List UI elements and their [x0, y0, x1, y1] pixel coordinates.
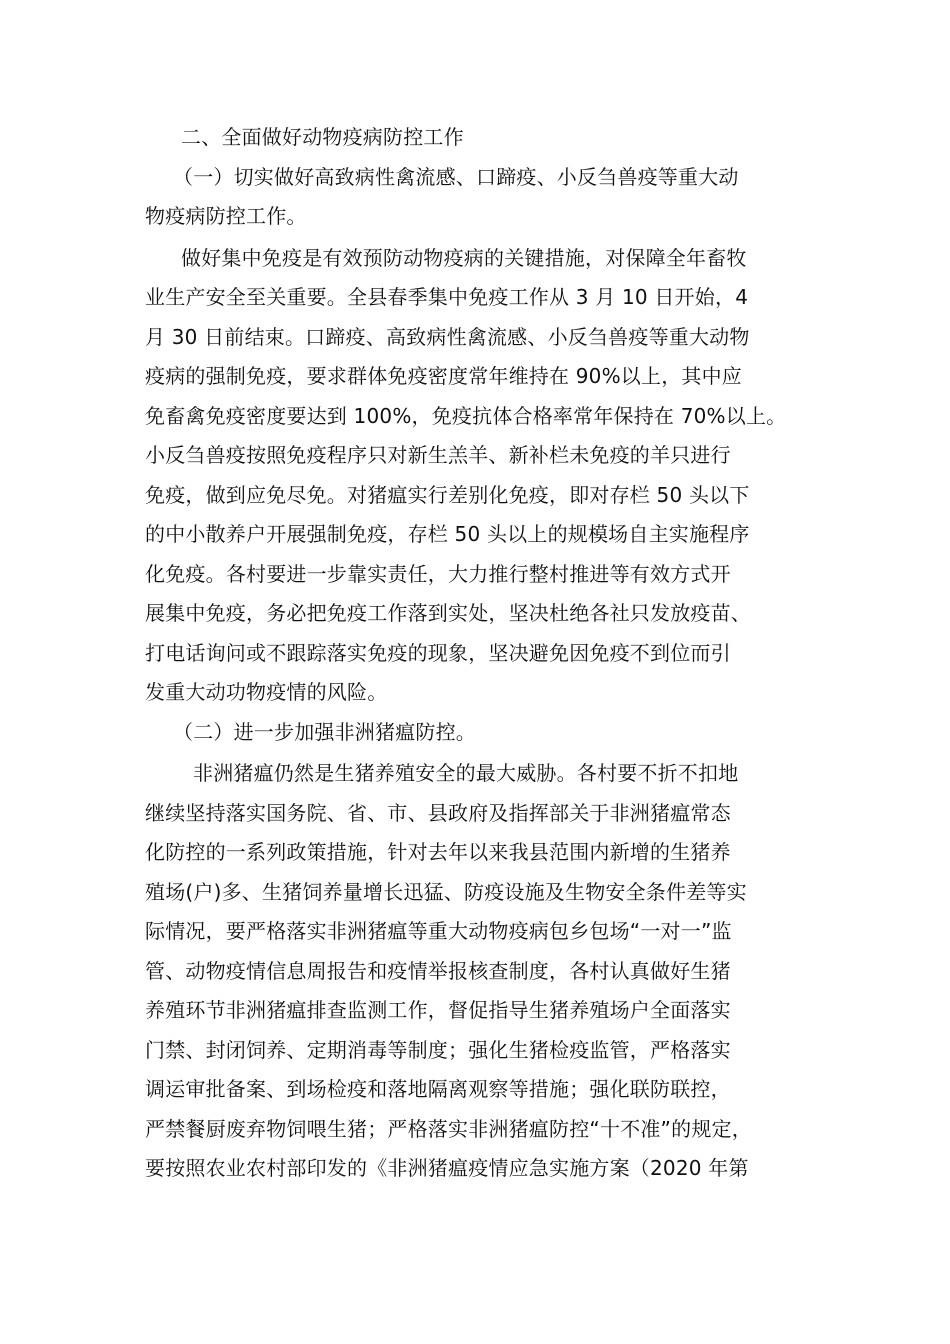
paragraph-line: 际情况，要严格落实非洲猪瘟等重大动物疫病包乡包场“一对一”监	[145, 919, 732, 943]
paragraph-line: 严禁餐厨废弃物饲喂生猪；严格落实非洲猪瘟防控“十不准”的规定，	[145, 1116, 752, 1141]
paragraph-line: 免畜禽免疫密度要达到 100%，免疫抗体合格率常年保持在 70%以上。	[145, 403, 787, 428]
paragraph-line: 非洲猪瘟仍然是生猪养殖安全的最大威胁。各村要不折不扣地	[193, 761, 739, 785]
subsection2-heading: （二）进一步加强非洲猪瘟防控。	[173, 719, 476, 744]
subsection1-heading-line-2: 物疫病防控工作。	[145, 204, 307, 228]
subsection2-paragraph	[145, 754, 815, 1189]
paragraph-line: 小反刍兽疫按照免疫程序只对新生羔羊、新补栏未免疫的羊只进行	[145, 443, 731, 467]
paragraph-line: 化免疫。各村要进一步靠实责任，大力推行整村推进等有效方式开	[145, 561, 731, 586]
paragraph-line: 调运审批备案、到场检疫和落地隔离观察等措施；强化联防联控，	[145, 1077, 731, 1101]
section-heading: 二、全面做好动物疫病防控工作	[181, 125, 464, 149]
paragraph-line: 殖场(户)多、生猪饲养量增长迅猛、防疫设施及生物安全条件差等实	[145, 879, 747, 904]
paragraph-line: 管、动物疫情信息周报告和疫情举报核查制度，各村认真做好生猪	[145, 958, 731, 983]
document-body	[145, 118, 815, 1189]
paragraph-line: 门禁、封闭饲养、定期消毒等制度；强化生猪检疫监管，严格落实	[145, 1037, 731, 1062]
paragraph-line: 免疫，做到应免尽免。对猪瘟实行差别化免疫，即对存栏 50 头以下	[145, 482, 750, 507]
paragraph-line: 打电话询问或不跟踪落实免疫的现象，坚决避免因免疫不到位而引	[145, 640, 731, 665]
paragraph-line: 继续坚持落实国务院、省、市、县政府及指挥部关于非洲猪瘟常态	[145, 800, 731, 825]
paragraph-line: 养殖环节非洲猪瘟排查监测工作，督促指导生猪养殖场户全面落实	[145, 998, 731, 1022]
subsection1-paragraph	[145, 239, 815, 713]
paragraph-line: 化防控的一系列政策措施，针对去年以来我县范围内新增的生猪养	[145, 840, 731, 864]
paragraph-line: 疫病的强制免疫，要求群体免疫密度常年维持在 90%以上，其中应	[145, 364, 743, 388]
paragraph-line: 做好集中免疫是有效预防动物疫病的关键措施，对保障全年畜牧	[181, 245, 747, 270]
paragraph-line: 发重大动功物疫情的风险。	[145, 680, 388, 704]
subsection1-heading-line-1: （一）切实做好高致病性禽流感、口蹄疫、小反刍兽疫等重大动	[173, 164, 739, 189]
paragraph-line: 展集中免疫，务必把免疫工作落到实处，坚决杜绝各社只发放疫苗、	[145, 601, 751, 625]
paragraph-line: 要按照农业农村部印发的《非洲猪瘟疫情应急实施方案（2020 年第	[145, 1156, 749, 1180]
paragraph-line: 月 30 日前结束。口蹄疫、高致病性禽流感、小反刍兽疫等重大动物	[145, 324, 750, 349]
paragraph-line: 的中小散养户开展强制免疫，存栏 50 头以上的规模场自主实施程序	[145, 522, 750, 546]
paragraph-line: 业生产安全至关重要。全县春季集中免疫工作从 3 月 10 日开始，4	[145, 285, 749, 309]
